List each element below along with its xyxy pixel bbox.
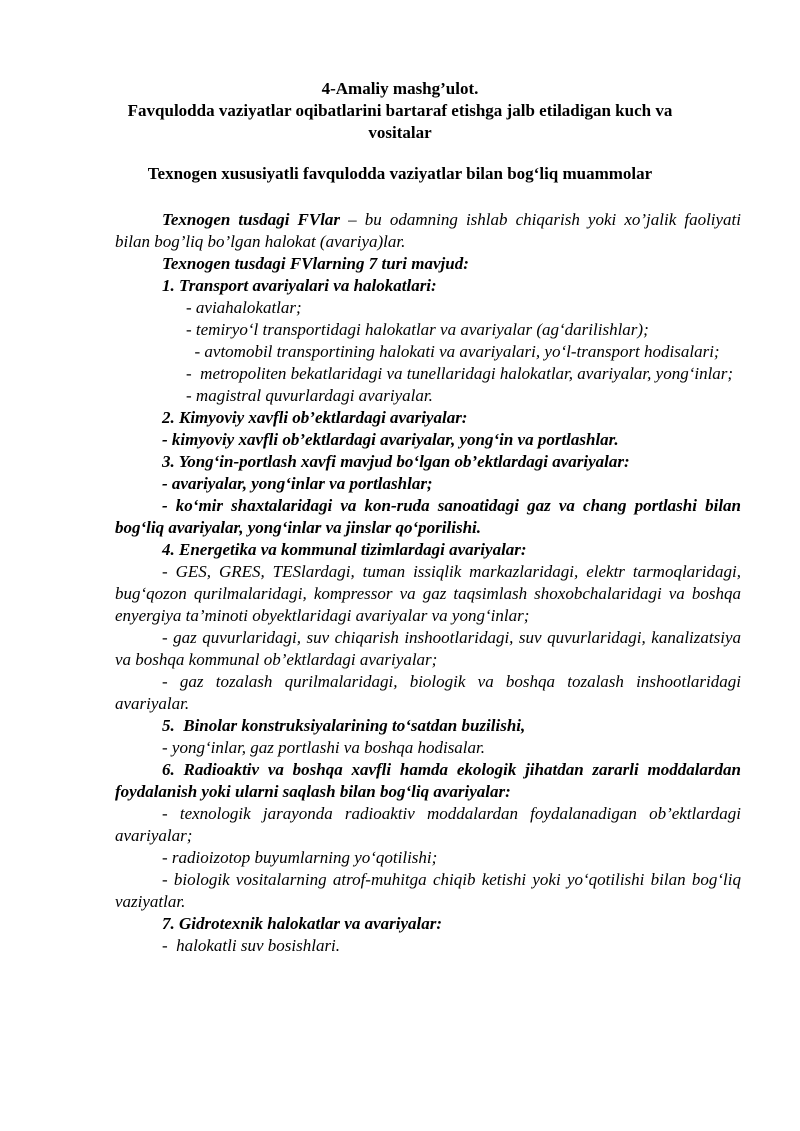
section-1-item-5: - magistral quvurlardagi avariyalar. [186,386,433,405]
section-3-title: 3. Yong‘in-portlash xavfi mavjud bo‘lgan ob’ektlardagi avariyalar: [162,452,630,471]
section-3-item-1: - avariyalar, yong‘inlar va portlashlar; [162,474,433,493]
section-subtitle: Texnogen xususiyatli favqulodda vaziyatlar bilan bog‘liq muammolar [147,164,653,183]
section-5-title-text: . Binolar konstruksiyalarining to‘satdan buzilishi, [170,716,526,735]
section-1-item-3: - avtomobil transportining halokati va avariyalari, yo‘l-transport hodisalari; [186,342,720,361]
section-6-item-1: - texnologik jarayonda radioaktiv moddalardan foydalanadigan ob’ektlardagi avariyalar; [115,804,741,845]
section-6-item-2: - radioizotop buyumlarning yo‘qotilishi; [162,848,438,867]
section-2-title: 2. Kimyoviy xavfli ob’ektlardagi avariyalar: [162,408,468,427]
section-4-item-1: - GES, GRES, TESlardagi, tuman issiqlik markazlaridagi, elektr tarmoqlaridagi, bug‘qozon qurilmalaridagi, kompressor va gaz taqsimlash shoxobchalaridagi va boshqa enyergiya ta’minoti obyektlaridagi avariyalar va yong‘inlar; [115,562,741,625]
section-1-title: 1. Transport avariyalari va halokatlari: [162,276,437,295]
section-6-item-3: - biologik vositalarning atrof-muhitga chiqib ketishi yoki yo‘qotilishi bilan bog‘liq vaziyatlar. [115,870,741,911]
document-body [115,209,741,957]
section-2-item-1: - kimyoviy xavfli ob’ektlardagi avariyalar, yong‘in va portlashlar. [162,430,619,449]
section-5-item-1: - yong‘inlar, gaz portlashi va boshqa hodisalar. [162,738,486,757]
section-5-number: 5 [162,716,171,735]
section-7-item-1: - halokatli suv bosishlari. [162,936,341,955]
section-1-item-1: - aviahalokatlar; [186,298,302,317]
section-4-item-2: - gaz quvurlaridagi, suv chiqarish inshootlaridagi, suv quvurlaridagi, kanalizatsiya va boshqa kommunal ob’ektlardagi avariyalar; [115,628,741,669]
section-4-title: 4. Energetika va kommunal tizimlardagi avariyalar: [162,540,527,559]
section-6-title: 6. Radioaktiv va boshqa xavfli hamda ekologik jihatdan zararli moddalardan foydalanish yoki ularni saqlash bilan bog‘liq avariyalar: [115,760,741,801]
section-4-item-3: - gaz tozalash qurilmalaridagi, biologik va boshqa tozalash inshootlaridagi avariyalar. [115,672,741,713]
term-definition: – bu odamning ishlab chiqarish yoki xo’jalik faoliyati bilan bog’liq bo’lgan halokat (avariya)lar. [115,210,742,251]
practice-number: 4-Amaliy mashg’ulot. [321,79,479,98]
document-title-line-2: vositalar [368,123,432,142]
document-header [100,78,700,144]
intro-definition [115,209,741,253]
term-heading: Texnogen tusdagi FVlar [162,210,341,229]
types-heading: Texnogen tusdagi FVlarning 7 turi mavjud: [162,254,469,273]
section-3-item-2: - ko‘mir shaxtalaridagi va kon-ruda sanoatidagi gaz va chang portlashi bilan bog‘liq avariyalar, yong‘inlar va jinslar qo‘porilishi. [115,496,741,537]
section-5-title [115,715,741,737]
document-title-line-1: Favqulodda vaziyatlar oqibatlarini bartaraf etishga jalb etiladigan kuch va [127,101,673,120]
section-1-item-2: - temiryo‘l transportidagi halokatlar va avariyalar (ag‘darilishlar); [186,320,649,339]
section-7-title: 7. Gidrotexnik halokatlar va avariyalar: [162,914,443,933]
section-1-item-4: - metropoliten bekatlaridagi va tunellaridagi halokatlar, avariyalar, yong‘inlar; [186,364,734,383]
